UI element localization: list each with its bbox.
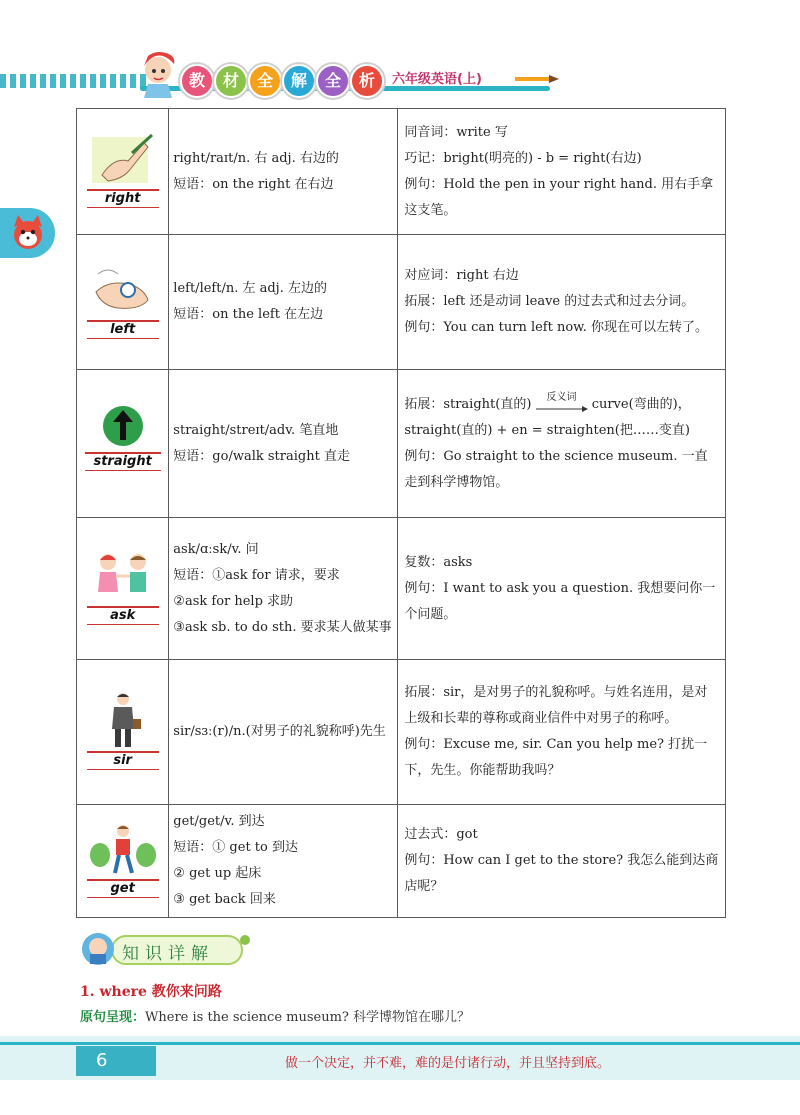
word-note-line: 例句：You can turn left now. 你现在可以左转了。 xyxy=(404,320,709,335)
boy-walking-icon xyxy=(88,821,158,879)
word-definition-line: ask/ɑːsk/v. 问 xyxy=(173,541,259,557)
word-note-line: 巧记：bright(明亮的) - b = right(右边) xyxy=(404,150,642,166)
word-image-cell xyxy=(77,518,169,660)
header-title-char: 全 xyxy=(248,64,282,98)
word-definition-cell xyxy=(169,518,398,660)
header-subtitle: 六年级英语(上) xyxy=(392,72,482,87)
table-row xyxy=(77,518,726,660)
header-title-char: 解 xyxy=(282,64,316,98)
gentleman-icon xyxy=(103,691,143,749)
word-definition-line: 短语：on the right 在右边 xyxy=(173,176,334,192)
footer-line xyxy=(0,1042,800,1045)
cat-mascot-icon xyxy=(8,213,48,253)
straight-arrow-icon xyxy=(101,404,145,448)
table-row xyxy=(77,235,726,370)
word-definition-line: 短语：①ask for 请求，要求 xyxy=(173,567,340,583)
word-image-label: sir xyxy=(87,751,159,770)
table-row xyxy=(77,805,726,918)
mascot-girl-icon xyxy=(136,50,182,98)
word-note-cell xyxy=(398,518,726,660)
antonym-arrow-label: 反义词 xyxy=(546,392,577,403)
word-image-label: left xyxy=(87,320,159,339)
word-note-line: 例句：Excuse me, sir. Can you help me? 打扰一下，先生。你能帮助我吗？ xyxy=(404,737,708,778)
arrow-right-icon xyxy=(536,405,588,413)
word-image-label: get xyxy=(87,879,159,898)
side-tab xyxy=(0,208,55,258)
word-definition-line: 短语：go/walk straight 直走 xyxy=(173,448,350,464)
word-definition-line: right/raɪt/n. 右 adj. 右边的 xyxy=(173,150,339,166)
word-image-label: right xyxy=(87,189,159,208)
section-line-text: Where is the science museum? 科学博物馆在哪儿？ xyxy=(145,1010,471,1025)
knowledge-badge-text: 知识详解 xyxy=(122,944,214,964)
word-definition-cell xyxy=(169,370,398,518)
section-line-key: 原句呈现： xyxy=(80,1010,146,1025)
word-definition-line: ③ask sb. to do sth. 要求某人做某事 xyxy=(173,619,392,635)
word-image-cell xyxy=(77,660,169,805)
header-title-char: 材 xyxy=(214,64,248,98)
word-note-cell xyxy=(398,235,726,370)
word-note-cell xyxy=(398,805,726,918)
word-note-cell xyxy=(398,660,726,805)
section-original-sentence xyxy=(80,1006,470,1025)
word-definition-line: get/get/v. 到达 xyxy=(173,814,265,829)
word-note-line: 过去式：got xyxy=(404,827,478,842)
footer-motto: 做一个决定，并不难，难的是付诸行动，并且坚持到底。 xyxy=(285,1056,611,1071)
word-note-line: 例句：How can I get to the store? 我怎么能到达商店呢？ xyxy=(404,853,719,894)
pencil-icon xyxy=(515,74,559,84)
word-definition-line: 短语：① get to 到达 xyxy=(173,840,298,855)
header-pattern xyxy=(0,74,150,88)
word-image-label: straight xyxy=(85,452,161,471)
word-note-text: 拓展：straight(直的) xyxy=(404,396,532,412)
page-number: 6 xyxy=(76,1046,156,1076)
hand-writing-icon xyxy=(88,131,158,189)
word-definition-line: ② get up 起床 xyxy=(173,866,262,881)
word-definition-line: straight/streɪt/adv. 笔直地 xyxy=(173,422,339,438)
table-row xyxy=(77,660,726,805)
table-row xyxy=(77,370,726,518)
word-note-line: 复数：asks xyxy=(404,554,473,570)
word-note-line: 同音词：write 写 xyxy=(404,124,508,140)
word-definition-line: sir/sɜː(r)/n.(对男子的礼貌称呼)先生 xyxy=(173,724,386,739)
word-image-cell xyxy=(77,370,169,518)
antonym-arrow xyxy=(536,392,588,416)
word-definition-line: ③ get back 回来 xyxy=(173,892,276,907)
word-definition-cell xyxy=(169,805,398,918)
kids-asking-icon xyxy=(88,548,158,606)
word-image-cell xyxy=(77,109,169,235)
header-title-char: 析 xyxy=(350,64,384,98)
section-heading: 1. where 教你来问路 xyxy=(80,984,222,1000)
word-note-line: 拓展：sir，是对男子的礼貌称呼。与姓名连用，是对上级和长辈的尊称或商业信件中对男子的称呼。 xyxy=(404,685,708,726)
word-note-cell xyxy=(398,109,726,235)
word-image-cell xyxy=(77,235,169,370)
word-note-line: 例句：Hold the pen in your right hand. 用右手拿这支笔。 xyxy=(404,176,714,218)
word-definition-line: 短语：on the left 在左边 xyxy=(173,307,324,322)
word-note-line: 例句：I want to ask you a question. 我想要问你一个问题。 xyxy=(404,580,716,622)
word-note-text: curve(弯曲的)，straight(直的) + en = straighten(把……变直) xyxy=(404,396,691,438)
word-note-line: 拓展：left 还是动词 leave 的过去式和过去分词。 xyxy=(404,294,695,309)
watch-hand-icon xyxy=(88,262,158,320)
header-title-char: 全 xyxy=(316,64,350,98)
word-definition-line: left/left/n. 左 adj. 左边的 xyxy=(173,281,327,296)
word-image-label: ask xyxy=(87,606,159,625)
word-definition-line: ②ask for help 求助 xyxy=(173,593,294,609)
word-image-cell xyxy=(77,805,169,918)
word-note-cell xyxy=(398,370,726,518)
word-note-line: 例句：Go straight to the science museum. 一直走到科学博物馆。 xyxy=(404,448,708,490)
vocabulary-table xyxy=(76,108,726,918)
header-title-char: 教 xyxy=(180,64,214,98)
word-definition-cell xyxy=(169,660,398,805)
table-row xyxy=(77,109,726,235)
word-definition-cell xyxy=(169,235,398,370)
word-definition-cell xyxy=(169,109,398,235)
word-note-line: 对应词：right 右边 xyxy=(404,268,519,283)
